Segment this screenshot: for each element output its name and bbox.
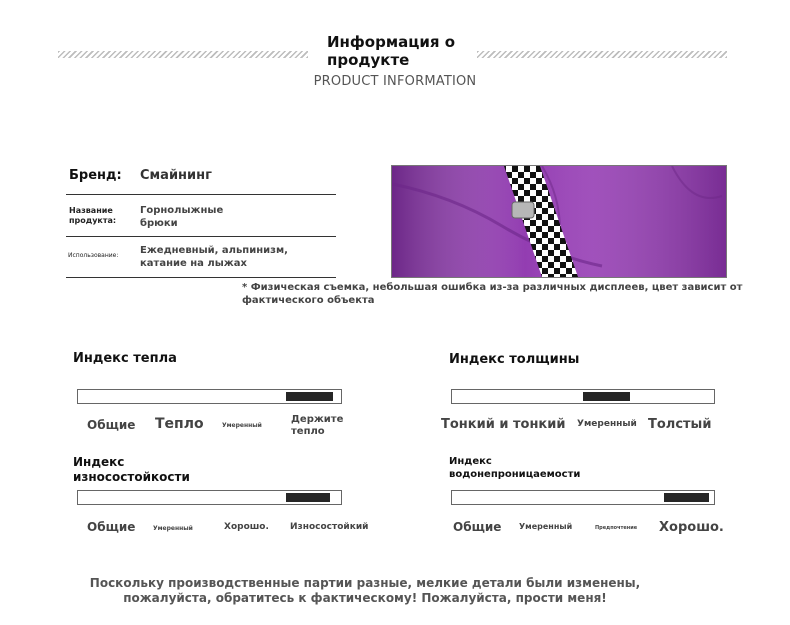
product-photo-art [392,166,726,277]
waterproof-index-bar [451,490,715,505]
wear-index-title: Индекс износостойкости [73,455,190,484]
divider [66,236,336,237]
brand-value: Смайнинг [140,168,212,183]
warmth-index-title: Индекс тепла [73,351,177,366]
waterproof-label-good: Хорошо. [659,520,724,535]
thickness-label-thin: Тонкий и тонкий [441,417,566,432]
waterproof-index-fill [664,493,709,502]
footer-note: Поскольку производственные партии разные, мелкие детали были изменены, пожалуйста, обратитесь к фактическому! Пожалуйста, прости меня! [89,576,641,605]
wear-label-wear-resistant: Износостойкий [290,522,369,532]
warmth-index-fill [286,392,333,401]
waterproof-label-preferred: Предпочтение [595,525,638,531]
page-subtitle: PRODUCT INFORMATION [313,74,477,89]
page-title: Информация о продукте [327,33,456,69]
disclaimer-note: * Физическая съемка, небольшая ошибка из-за различных дисплеев, цвет зависит от фактического объекта [242,282,743,306]
divider [66,277,336,278]
warmth-label-warm: Тепло [155,416,204,432]
thickness-index-fill [583,392,630,401]
thickness-index-title: Индекс толщины [449,352,580,367]
warmth-index-bar [77,389,342,404]
warmth-label-general: Общие [87,418,136,432]
name-label: Название продукта: [69,206,117,225]
warmth-label-keep-warm: Держите тепло [291,414,344,437]
brand-label: Бренд: [69,168,122,183]
header-hatch-left [58,51,308,58]
warmth-label-moderate: Умеренный [222,422,262,429]
usage-value: Ежедневный, альпинизм, катание на лыжах [140,245,288,269]
thickness-label-moderate: Умеренный [577,419,637,429]
waterproof-label-general: Общие [453,520,502,534]
wear-label-general: Общие [87,520,136,534]
thickness-label-thick: Толстый [648,417,712,432]
usage-label: Использование: [68,252,119,259]
waterproof-index-title: Индекс водонепроницаемости [449,456,581,480]
waterproof-label-moderate: Умеренный [519,522,573,531]
wear-index-fill [286,493,331,502]
wear-index-bar [77,490,342,505]
divider [66,194,336,195]
thickness-index-bar [451,389,715,404]
wear-label-moderate: Умеренный [153,525,193,532]
product-photo [391,165,727,278]
header-hatch-right [477,51,727,58]
wear-label-good: Хорошо. [224,522,269,532]
name-value: Горнолыжные брюки [140,205,224,229]
